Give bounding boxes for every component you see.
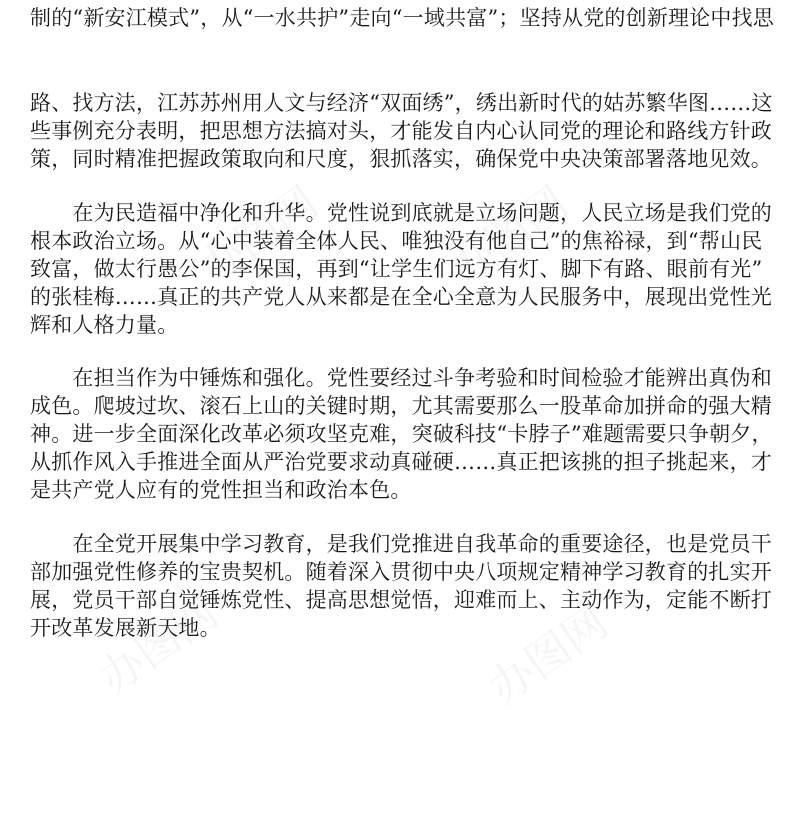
text-line: 辉和人格力量。 (30, 313, 179, 337)
text-line: 致富，做太行愚公”的李保国，再到“让学生们远方有灯、脚下有路、眼前有光” (30, 257, 763, 281)
text-line: 在全党开展集中学习教育，是我们党推进自我革命的重要途径，也是党员干 (30, 532, 772, 556)
text-line: 的张桂梅……真正的共产党人从来都是在全心全意为人民服务中，展现出党性光 (30, 285, 772, 309)
text-line: 制的“新安江模式”，从“一水共护”走向“一域共富”；坚持从党的创新理论中找思 (30, 6, 775, 30)
text-line: 神。进一步全面深化改革必须攻坚克难，突破科技“卡脖子”难题需要只争朝夕， (30, 422, 773, 446)
text-line: 开改革发展新天地。 (30, 616, 221, 640)
text-line: 成色。爬坡过坎、滚石上山的关键时期，尤其需要那么一股革命加拼命的强大精 (30, 394, 772, 418)
text-line: 根本政治立场。从“心中装着全体人民、唯独没有他自己”的焦裕禄，到“帮山民 (30, 229, 763, 253)
text-line: 些事例充分表明，把思想方法搞对头，才能发自内心认同党的理论和路线方针政 (30, 119, 772, 143)
text-line: 从抓作风入手推进全面从严治党要求动真碰硬……真正把该挑的担子挑起来，才 (30, 450, 772, 474)
text-line: 策，同时精准把握政策取向和尺度，狠抓落实，确保党中央决策部署落地见效。 (30, 147, 772, 171)
text-line: 部加强党性修养的宝贵契机。随着深入贯彻中央八项规定精神学习教育的扎实开 (30, 560, 772, 584)
text-line: 是共产党人应有的党性担当和政治本色。 (30, 478, 412, 502)
text-line: 展，党员干部自觉锤炼党性、提高思想觉悟，迎难而上、主动作为，定能不断打 (30, 588, 772, 612)
text-line: 在担当作为中锤炼和强化。党性要经过斗争考验和时间检验才能辨出真伪和 (30, 366, 772, 390)
text-line: 在为民造福中净化和升华。党性说到底就是立场问题，人民立场是我们党的 (30, 201, 772, 225)
text-line: 路、找方法，江苏苏州用人文与经济“双面绣”，绣出新时代的姑苏繁华图……这 (30, 91, 773, 115)
